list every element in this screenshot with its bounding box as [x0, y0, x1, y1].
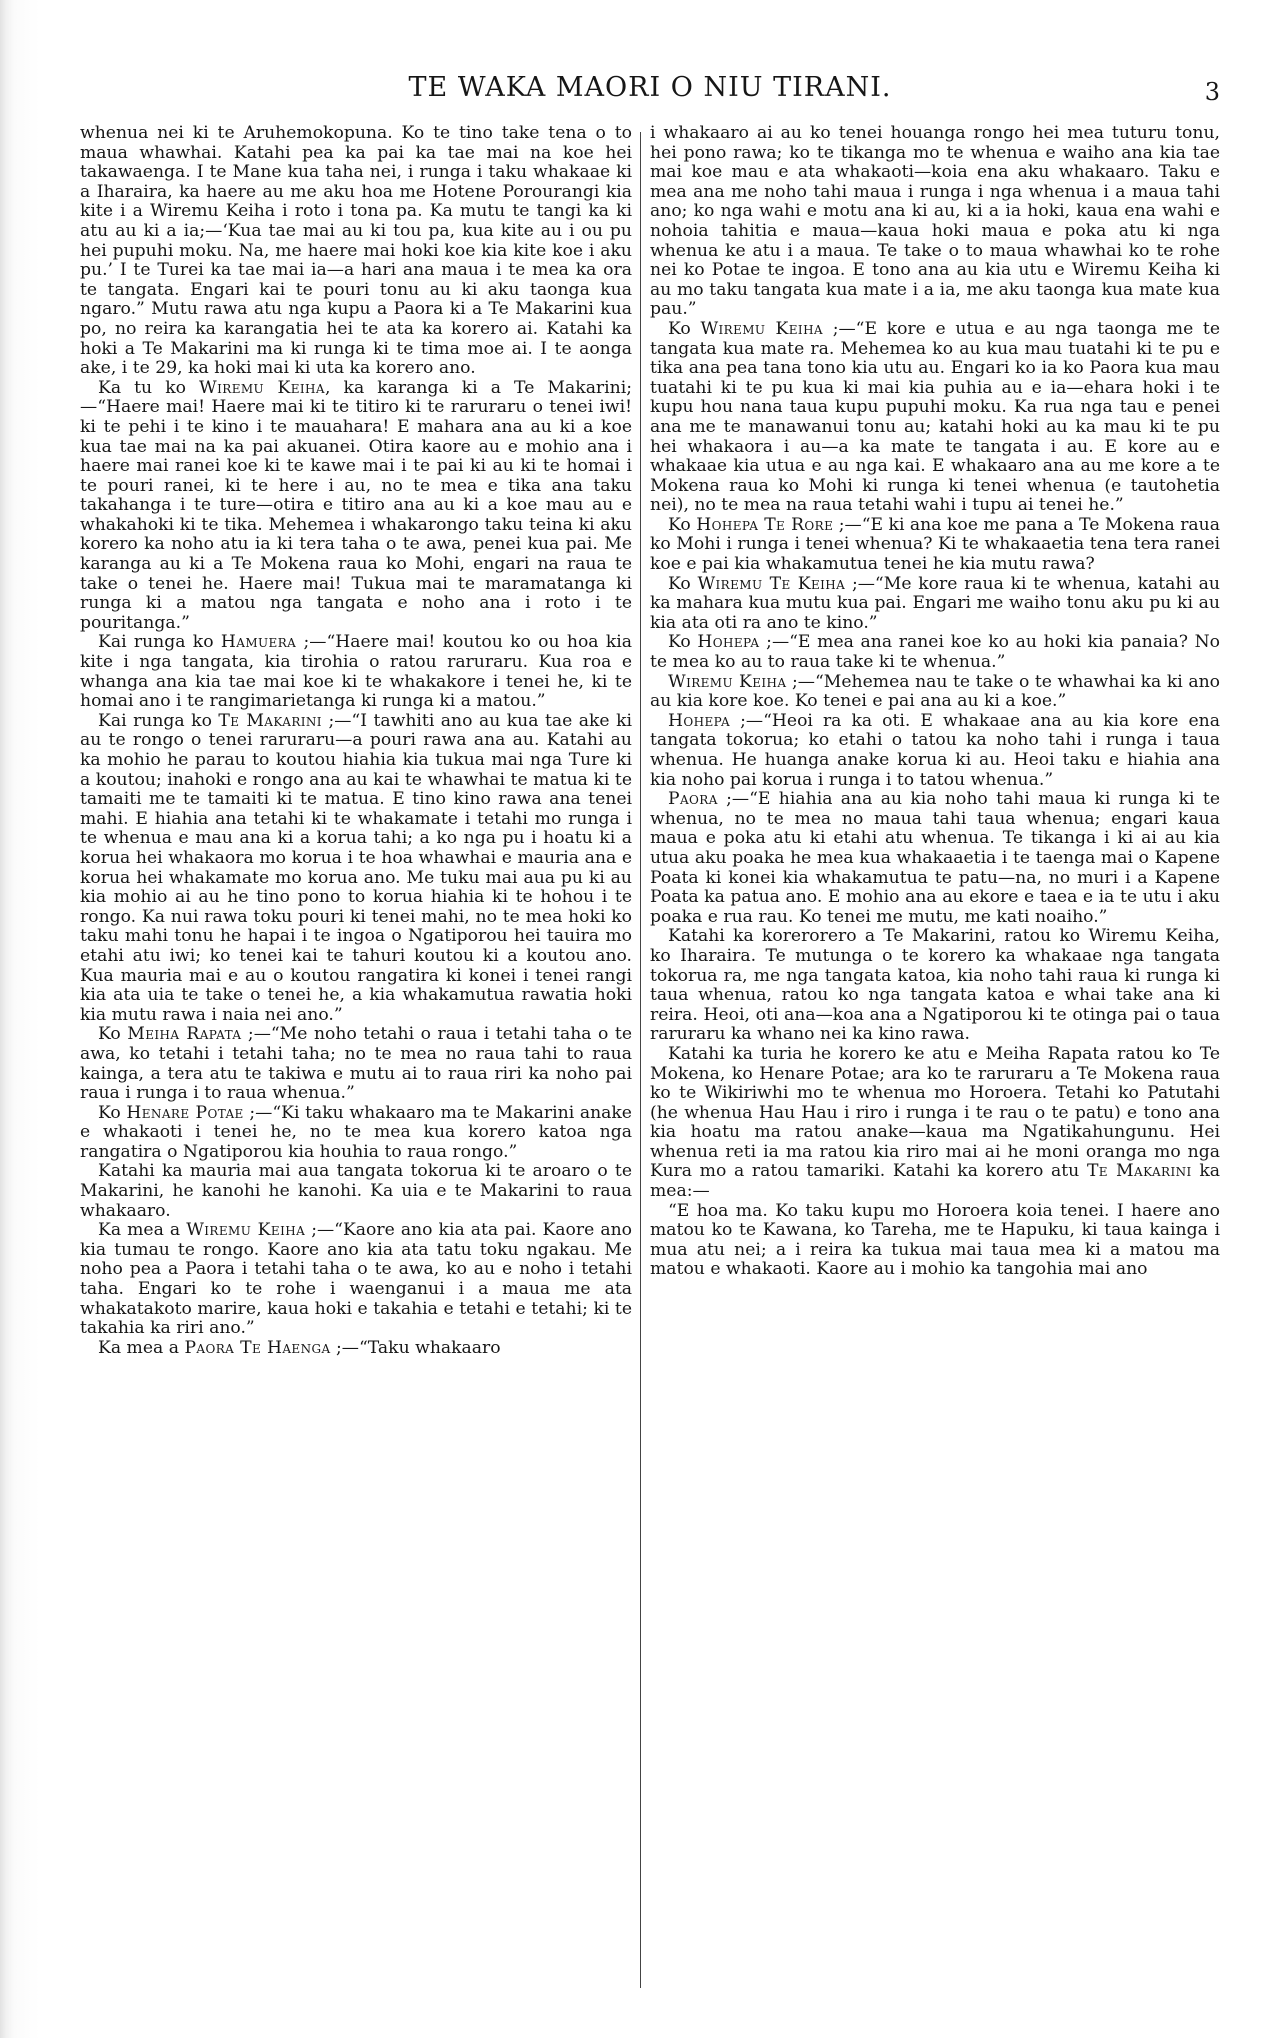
newspaper-title: TE WAKA MAORI O NIU TIRANI.: [408, 72, 892, 103]
paragraph-lead: Kai runga ko: [98, 632, 214, 653]
paragraph-text: ;—“I tawhiti ano au kua tae ake ki au te rongo o tenei raruraru—a pouri rawa ana au. Katahi au ka mohio he parau to koutou hiahia kia tukua mai nga Ture ki a koutou; inahoki e rongo ana au kai te whawhai te matua ki te tamaiti me te tamaiti ki te matua. E tino kino rawa ana tenei mahi. E hiahia ana tetahi ki te whakamate i tetahi mo runga i te whenua e mau ana ki a korua tahi; a ko nga pu i hoatu ki a korua hei whakaora mo korua i te hoa whawhai e mauria ana e korua hei whakamate mo korua ano. Me tuku mai aua pu ki au kia mohio ai au he tino pono to korua hiahia ki te hohou i te rongo. Ka nui rawa toku pouri ki tenei mahi, no te mea hoki ko taku mahi tonu he hapai i te ingoa o Ngatiporou hei tauira mo etahi atu iwi; ko tenei kai te tahuri koutou ki a koutou ano. Kua mauria mai e au o koutou rangatira ki konei i tenei rangi kia ata uia te take o tenei he, a kia whakamutua rawatia hoki kia mutu rawa i naia nei ano.”: [80, 710, 632, 1025]
page-header: [80, 72, 1220, 120]
paragraph-lead: Ka tu ko: [98, 377, 186, 398]
paragraph-text: ;—“E hiahia ana au kia noho tahi maua ki runga ki te whenua, no te mea no maua tahi taua whenua; engari kaua maua e poka atu ki etahi atu whenua. Te tikanga i ki ai au kia utua aku poaka he mea kua whakaaetia i te taenga mai o Kapene Poata ki konei kia whakamutua te patu—na, no muri i a Kapene Poata ka patua ano. E mohio ana au ekore e taea e ia te utu i aku poaka e rua rau. Ko tenei me mutu, me kati noaiho.”: [650, 789, 1220, 927]
paragraph: [650, 320, 1220, 516]
paragraph: [80, 633, 632, 711]
paragraph-text: ;—“Kaore ano kia ata pai. Kaore ano kia tumau te rongo. Kaore ano kia ata tatu toku ngakau. Me noho pea a Paora i tetahi taha o te awa, ko au e noho i tetahi taha. Engari ko te rohe i waenganui i a maua me ata whakatakoto marire, kaua hoki e takahia e tetahi e tetahi; ki te takahia ka riri ano.”: [80, 1220, 632, 1339]
paragraph: “E hoa ma. Ko taku kupu mo Horoera koia tenei. I haere ano matou ko te Kawana, ko Tareha, me te Hapuku, ki taua kainga i mua atu nei; a i reira ka tukua mai taua mea ki a matou ma matou e whakaoti. Kaore au i mohio ka tangohia mai ano: [650, 1200, 1220, 1280]
speaker-name: Wiremu Te Keiha: [697, 573, 846, 594]
page-number: 3: [1204, 78, 1220, 106]
paragraph: [650, 712, 1220, 790]
paragraph-text: ;—“E mea ana ranei koe ko au hoki kia panaia? No te mea ko au to raua take ki te whenua.”: [650, 632, 1220, 673]
paragraph-text: ;—“E ki ana koe me pana a Te Mokena raua ko Mohi i runga i tenei whenua? Ki te whakaaetia tena tera ranei koe e pai kia whakamutua tenei he kia mutu rawa?: [650, 514, 1220, 575]
paragraph-lead: Ka mea a: [98, 1220, 181, 1241]
paragraph: i whakaaro ai au ko tenei houanga rongo hei mea tuturu tonu, hei pono rawa; ko te tikanga mo te whenua e waiho ana kia tae mai koe mau e ata whakaoti—koia ena aku whakaaro. Taku e mea ana me noho tahi maua i runga i nga whenua i a maua tahi ano; ko nga wahi e motu ana ki au, ki a ia hoki, kaua ena wahi e nohoia tahitia e maua—kaua hoki maua e poka atu ki nga whenua ke atu i a maua. Te take o to maua whawhai ko te rohe nei ko Potae te ingoa. E tono ana au kia utu e Wiremu Keiha ki au mo taku tangata kua mate i a ia, me aku taonga kua mate kua pau.”: [650, 124, 1220, 320]
paragraph: Katahi ka korerorero a Te Makarini, ratou ko Wiremu Keiha, ko Iharaira. Te mutunga o te korero ka whakaae nga tangata tokorua ra, me nga tangata katoa, kia noho tahi raua ki runga ki taua whenua, ratou ko nga tangata katoa e whai take ana ki reira. Heoi, oti ana—koa ana a Ngatiporou ki te otinga pai o taua raruraru ka whano nei ka kino rawa.: [650, 926, 1220, 1045]
page-edge-shadow: [0, 0, 40, 2038]
paragraph: [650, 575, 1220, 634]
paragraph-lead: Kai runga ko: [98, 710, 212, 731]
speaker-name: Te Makarini: [1086, 1161, 1192, 1182]
paragraph-text: , ka karanga ki a Te Makarini;—“Haere mai! Haere mai ki te titiro ki te raruraru o tenei iwi! ki te pehi i te kino i te mauahara! E mahara ana au ki a koe kua tae mai na ka pai akuanei. Otira kaore au e mohio ana i haere mai ranei koe ki te kawe mai i te pai ki au ki te homai i te pouri ranei, ki te here i au, no te mea e tika ana taku takahanga i te ture—otira e titiro ana au ki a koe mau au e whakahoki ki te tika. Mehemea i whakarongo taku teina ki aku korero ka noho atu ia ki tera taha o te awa, penei kua pai. Me karanga au ki a Te Mokena raua ko Mohi, engari na raua te take o tenei he. Haere mai! Tukua mai te maramatanga ki runga ki a matou nga tangata e noho ana i roto i te pouritanga.”: [80, 377, 632, 633]
paragraph: whenua nei ki te Aruhemokopuna. Ko te tino take tena o to maua whawhai. Katahi pea ka pai ka tae mai na koe hei takawaenga. I te Mane kua taha nei, i runga i taku whakaae ki a Iharaira, ka haere au me aku hoa me Hotene Porourangi kia kite i a Wiremu Keiha i roto i tona pa. Ka mutu te tangi ka ki atu au ki a ia;—‘Kua tae mai au ki tou pa, kua kite au i ou pu hei pupuhi moku. Na, me haere mai hoki koe kia kite koe i aku pu.’ I te Turei ka tae mai ia—a hari ana maua i te mea ka ora te tangata. Engari kai te pouri tonu au ki aku taonga kua ngaro.” Mutu rawa atu nga kupu a Paora ki a Te Makarini kua po, no reira ka karangatia hei te ata ka korero ai. Katahi ka hoki a Te Makarini ma ki runga ki te tima moe ai. I te aonga ake, i te 29, ka hoki mai ki uta ka korero ano.: [80, 124, 632, 379]
speaker-name: Meiha Rapata: [127, 1024, 242, 1045]
speaker-name: Wiremu Keiha: [186, 1220, 306, 1241]
paragraph-lead: Ko: [98, 1102, 121, 1123]
paragraph: [650, 673, 1220, 712]
paragraph-lead: Ko: [668, 318, 691, 339]
paragraph-text: ;—“Heoi ra ka oti. E whakaae ana au kia kore ena tangata tokorua; ko etahi o tatou ka noho tahi i runga i taua whenua. He huanga anake korua ki au. Heoi taku e hiahia ana kia noho pai korua i runga i to tatou whenua.”: [650, 710, 1220, 790]
speaker-name: Wiremu Keiha: [668, 671, 787, 692]
paragraph-lead: Ko: [668, 632, 691, 653]
speaker-name: Paora Te Haenga: [184, 1337, 331, 1358]
paragraph: [80, 1104, 632, 1163]
speaker-name: Te Makarini: [218, 710, 322, 731]
column-divider: [640, 132, 641, 1988]
paragraph-lead: Ko: [668, 514, 691, 535]
speaker-name: Paora: [668, 789, 718, 810]
right-column: [650, 124, 1220, 2004]
speaker-name: Henare Potae: [126, 1102, 244, 1123]
speaker-name: Wiremu Keiha: [700, 318, 823, 339]
speaker-name: Wiremu Keiha: [199, 377, 325, 398]
paragraph-text: ;—“Ki taku whakaaro ma te Makarini anake e whakaoti i tenei he, no te mea kua korero katoa nga rangatira o Ngatiporou kia houhia to raua rongo.”: [80, 1102, 632, 1162]
paragraph: Katahi ka mauria mai aua tangata tokorua ki te aroaro o te Makarini, he kanohi he kanohi. Ka uia e te Makarini to raua whakaaro.: [80, 1161, 632, 1221]
paragraph-text: Katahi ka turia he korero ke atu e Meiha Rapata ratou ko Te Mokena, ko Henare Potae; ara ko te raruraru a Te Mokena raua ko te Wikiriwhi mo te whenua mo Horoera. Tetahi ko Patutahi (he whenua Hau Hau i riro i runga i te rau o te patu) e tono ana kia hoatu ma ratou anake—kaua ma Ngatikahungunu. Hei whenua reti ia ma ratou kia riro mai ai he moni oranga mo nga Kura mo a ratou tamariki. Katahi ka korero atu: [650, 1043, 1220, 1182]
paragraph-lead: Ko: [668, 573, 691, 594]
paragraph: [650, 1045, 1220, 1202]
paragraph: [80, 1221, 632, 1339]
paragraph-text: ka mea:—: [650, 1161, 1220, 1202]
paragraph-text: ;—“Mehemea nau te take o te whawhai ka ki ano au kia kore koe. Ko tenei e pai ana au ki a koe.”: [650, 671, 1220, 712]
paragraph: [80, 712, 632, 1026]
paragraph-lead: Ko: [98, 1024, 121, 1045]
left-column: [80, 124, 632, 2004]
paragraph: [80, 1339, 632, 1359]
speaker-name: Hohepa: [697, 632, 760, 653]
paragraph-text: ;—“Me kore raua ki te whenua, katahi au ka mahara kua mutu kua pai. Engari me waiho tonu aku pu ki au kia ata oti ra ano te kino.”: [650, 573, 1220, 633]
paragraph-text: ;—“Me noho tetahi o raua i tetahi taha o te awa, ko tetahi i tetahi taha; no te mea no raua tahi to raua kainga, a tera atu te takiwa e mutu ai to raua riri ka noho pai raua i runga i to raua whenua.”: [80, 1024, 632, 1104]
speaker-name: Hamuera: [220, 632, 297, 653]
speaker-name: Hohepa: [668, 710, 731, 731]
paragraph: [80, 379, 632, 634]
speaker-name: Hohepa Te Rore: [696, 514, 834, 535]
paragraph: [80, 1025, 632, 1103]
paragraph: [650, 633, 1220, 672]
paragraph-text: ;—“Haere mai! koutou ko ou hoa kia kite i nga tangata, kia tirohia o ratou raruraru. Kua roa e whanga ana kia tae mai koe ki te whakakore i tenei he, ki te homai ano i te rangimarietanga ki runga ki a matou.”: [80, 632, 632, 712]
paragraph-text: ;—“Taku whakaaro: [336, 1337, 501, 1358]
paragraph: [650, 790, 1220, 927]
paragraph-text: ;—“E kore e utua e au nga taonga me te tangata kua mate ra. Mehemea ko au kua mau tuatahi ki te pu e tika ana pea tana tono kia utu au. Engari ko ia ko Paora kua mau tuatahi ki te pu kua ki mai kia puhia au e ia—ehara hoki i te kupu hou nana taua kupu pupuhi moku. Ka rua nga tau e penei ana me te manawanui tonu au; katahi hoki au ka mau ki te pu hei whakaora i au—a ka mate te tangata i au. E kore au e whakaae kia utua e au nga kai. E whakaaro ana au me kore a te Mokena raua ko Mohi ki runga ki tenei whenua (e tautohetia nei), no te mea na raua tetahi wahi i tupu ai tenei he.”: [650, 318, 1220, 516]
paragraph-lead: Ka mea a: [98, 1337, 179, 1358]
paragraph: [650, 516, 1220, 575]
